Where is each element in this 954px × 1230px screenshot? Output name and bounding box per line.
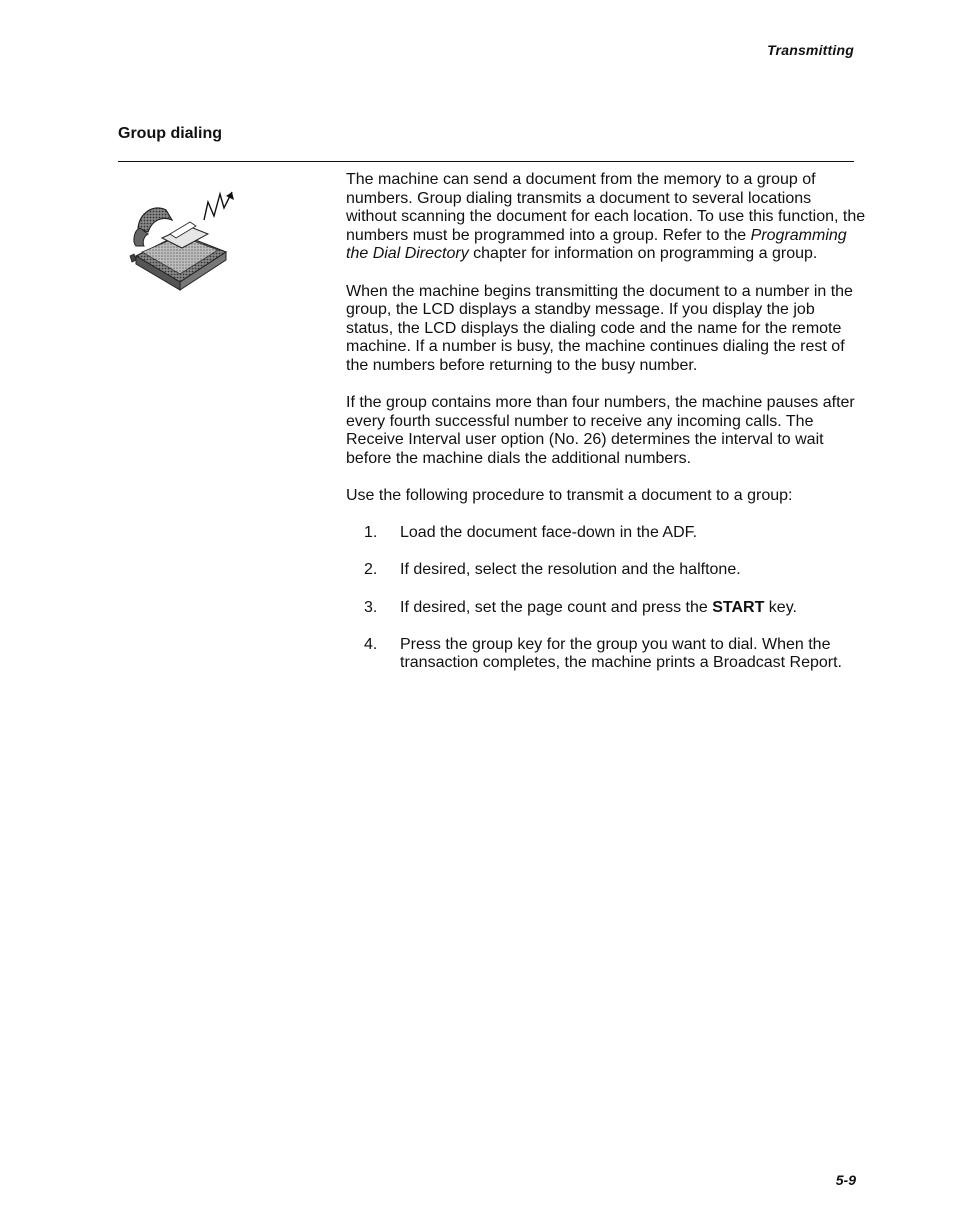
- step-number: 4.: [364, 635, 378, 653]
- step-text: Load the document face-down in the ADF.: [400, 524, 698, 542]
- step-text: If desired, set the page count and press the: [400, 598, 713, 616]
- step-text: Press the group key for the group you want to dial. When the transaction completes, the machine prints a Broadcast Report.: [400, 635, 842, 672]
- paragraph-procedure-intro: Use the following procedure to transmit a document to a group:: [346, 487, 793, 505]
- step-number: 1.: [364, 524, 378, 542]
- step-number: 2.: [364, 561, 378, 579]
- paragraph-text: The machine can send a document from the memory to a group of numbers. Group dialing transmits a document to several locations without scanning the document for each location. To use this function, the numbers must be programmed into a group. Refer to the: [346, 171, 866, 244]
- step-text: If desired, select the resolution and the halftone.: [400, 561, 741, 579]
- paragraph-text: chapter for information on programming a group.: [468, 245, 818, 263]
- paragraph-group-dialing-intro: [346, 171, 866, 264]
- step-number: 3.: [364, 598, 378, 616]
- running-header: Transmitting: [767, 42, 854, 58]
- start-key-label: START: [712, 598, 765, 616]
- fax-machine-transmitting-icon: [128, 186, 246, 292]
- section-rule: [118, 161, 854, 162]
- page-number: 5-9: [835, 1172, 856, 1188]
- chapter-reference: Programming the Dial Directory: [346, 226, 847, 263]
- section-title: Group dialing: [118, 125, 222, 142]
- procedure-step: [346, 599, 866, 618]
- step-text: key.: [764, 598, 797, 616]
- body-text: [346, 171, 866, 692]
- procedure-steps: [346, 524, 866, 673]
- procedure-step: [346, 561, 866, 580]
- procedure-step: [346, 524, 866, 543]
- paragraph-transmitting: When the machine begins transmitting the document to a number in the group, the LCD displays a standby message. If you display the job status, the LCD displays the dialing code and the name for the remote machine. If a number is busy, the machine continues dialing the rest of the numbers before returning to the busy number.: [346, 282, 853, 374]
- paragraph-receive-interval: If the group contains more than four numbers, the machine pauses after every fourth successful number to receive any incoming calls. The Receive Interval user option (No. 26) determines the interval to wait before the machine dials the additional numbers.: [346, 394, 855, 467]
- procedure-step: [346, 636, 866, 673]
